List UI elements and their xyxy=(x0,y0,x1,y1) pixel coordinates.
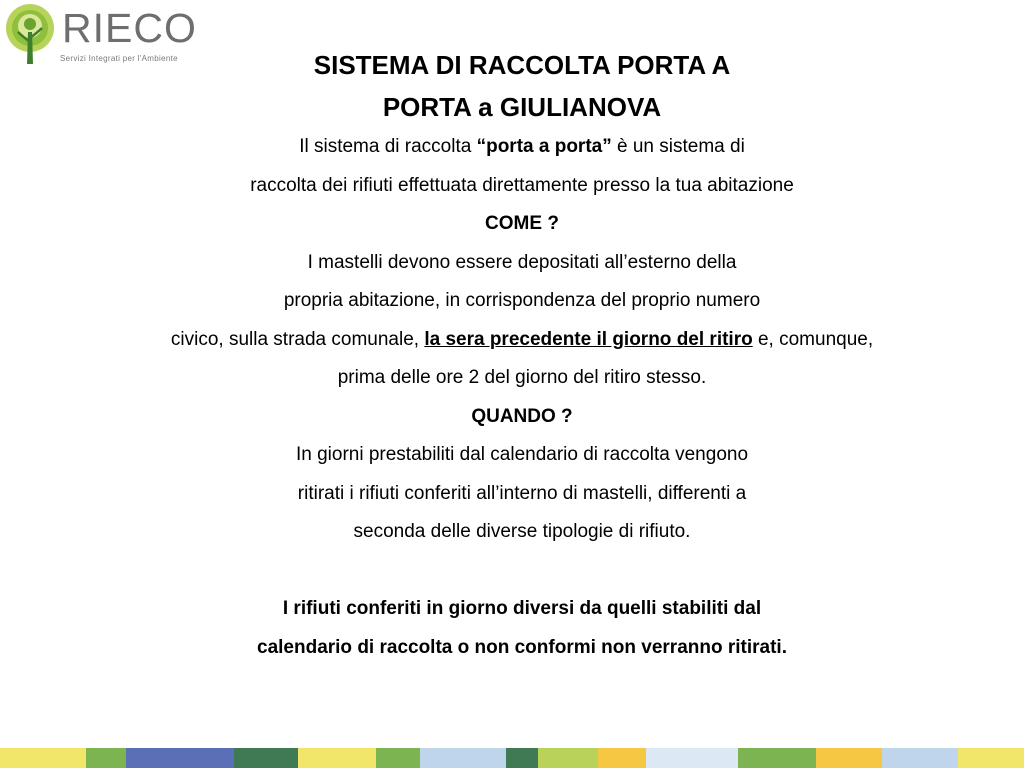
come-heading: COME ? xyxy=(485,213,559,234)
come-text-end: e, comunque, xyxy=(752,328,874,350)
color-stripe-footer xyxy=(0,748,1024,768)
quando-line-3: seconda delle diverse tipologie di rifiuto. xyxy=(353,521,691,542)
color-stripe-segment xyxy=(0,748,86,768)
come-underlined-text: la sera precedente il giorno del ritiro xyxy=(424,328,753,350)
intro-line-1 xyxy=(40,128,1004,167)
warning-line-1: I rifiuti conferiti in giorno diversi da quelli stabiliti dal xyxy=(282,598,762,619)
color-stripe-segment xyxy=(958,748,1024,768)
color-stripe-segment xyxy=(738,748,816,768)
color-stripe-segment xyxy=(506,748,538,768)
color-stripe-segment xyxy=(126,748,234,768)
come-line-1: I mastelli devono essere depositati all’esterno della xyxy=(307,251,737,273)
color-stripe-segment xyxy=(816,748,882,768)
page-title-line-2: PORTA a GIULIANOVA xyxy=(382,92,662,122)
page-title-line-1: SISTEMA DI RACCOLTA PORTA A xyxy=(313,50,731,80)
warning-line-2: calendario di raccolta o non conformi non verranno ritirati. xyxy=(257,636,787,658)
quando-line-1: In giorni prestabiliti dal calendario di raccolta vengono xyxy=(295,444,749,465)
color-stripe-segment xyxy=(538,748,598,768)
color-stripe-segment xyxy=(882,748,958,768)
intro-bold-text: “porta a porta” xyxy=(476,136,612,157)
intro-text-end: è un sistema di xyxy=(611,136,745,157)
logo-wordmark: RIECO xyxy=(62,5,197,51)
logo-tagline: Servizi Integrati per l'Ambiente xyxy=(60,54,178,63)
come-text: civico, sulla strada comunale, xyxy=(170,328,425,350)
quando-heading: QUANDO ? xyxy=(471,405,573,427)
color-stripe-segment xyxy=(376,748,420,768)
intro-text: Il sistema di raccolta xyxy=(299,136,477,157)
color-stripe-segment xyxy=(598,748,646,768)
color-stripe-segment xyxy=(420,748,506,768)
come-line-2: propria abitazione, in corrispondenza del proprio numero xyxy=(283,290,761,311)
color-stripe-segment xyxy=(646,748,738,768)
come-line-3 xyxy=(40,321,1004,360)
document-body xyxy=(40,44,1004,667)
color-stripe-segment xyxy=(86,748,126,768)
color-stripe-segment xyxy=(298,748,376,768)
intro-line-2: raccolta dei rifiuti effettuata direttamente presso la tua abitazione xyxy=(250,174,794,196)
quando-line-2: ritirati i rifiuti conferiti all’interno di mastelli, differenti a xyxy=(297,482,747,504)
spacer xyxy=(40,552,1004,591)
come-line-4: prima delle ore 2 del giorno del ritiro stesso. xyxy=(337,367,707,388)
color-stripe-segment xyxy=(234,748,298,768)
